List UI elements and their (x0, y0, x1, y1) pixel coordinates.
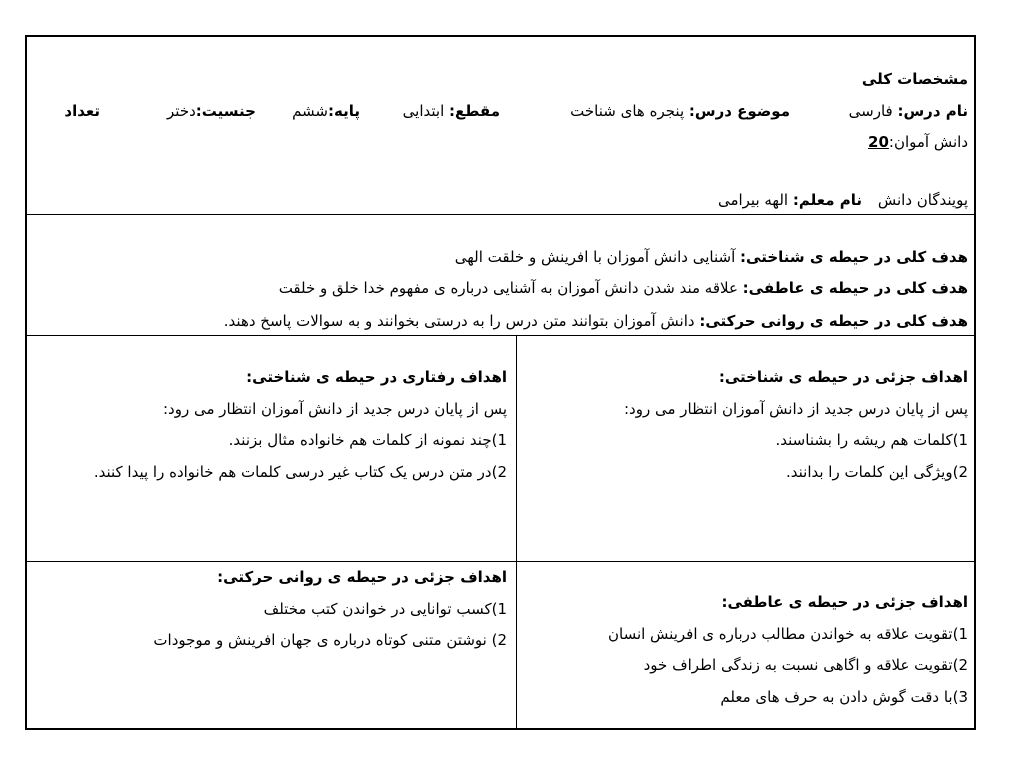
topic-field (570, 101, 790, 121)
cognitive-partial-title: اهداف جزئی در حیطه ی شناختی: (718, 368, 968, 386)
topic-label: موضوع درس: (688, 102, 790, 120)
goal-text: دانش آموزان بتوانند متن درس را به درستی بخوانند و به سوالات پاسخ دهند. (223, 312, 695, 330)
affective-partial-title: اهداف جزئی در حیطه ی عاطفی: (721, 593, 968, 611)
cognitive-behavioral-title: اهداف رفتاری در حیطه ی شناختی: (246, 368, 507, 386)
psychomotor-partial-line: 2) نوشتن متنی کوتاه درباره ی جهان افرینش و موجودات (153, 631, 507, 649)
lesson-label: نام درس: (897, 102, 968, 120)
teacher-value: الهه بیرامی (717, 191, 789, 209)
level-field (403, 101, 500, 121)
cognitive-behavioral-line: 2)در متن درس یک کتاب غیر درسی کلمات هم خانواده را پیدا کنند. (93, 463, 507, 481)
affective-partial-line: 2)تقویت علاقه و اگاهی نسبت به زندگی اطراف خود (643, 656, 968, 674)
goal-text: علاقه مند شدن دانش آموزان به آشنایی درباره ی مفهوم خدا خلق و خلقت (278, 279, 738, 297)
topic-value: پنجره های شناخت (570, 102, 685, 120)
grade-value: ششم (292, 102, 328, 120)
grid-horizontal-divider (27, 561, 974, 562)
general-title: مشخصات کلی (861, 70, 968, 88)
overall-goal-psychomotor (224, 311, 968, 331)
cognitive-partial-line: 2)ویژگی این کلمات را بدانند. (785, 463, 968, 481)
cognitive-partial-line: 1)کلمات هم ریشه را بشناسند. (775, 431, 968, 449)
overall-goal-cognitive (455, 247, 968, 267)
cognitive-behavioral-line: 1)چند نمونه از کلمات هم خانواده مثال بزنند. (228, 431, 507, 449)
affective-partial-line: 3)با دقت گوش دادن به حرف های معلم (720, 688, 968, 706)
overall-goal-affective (279, 278, 968, 298)
teacher-field (718, 190, 862, 210)
grade-field (292, 101, 360, 121)
students-label: دانش آموان: (888, 133, 968, 151)
cognitive-partial-line: پس از پایان درس جدید از دانش آموزان انتظار می رود: (623, 400, 968, 418)
lesson-field (849, 101, 968, 121)
divider-goals (27, 335, 974, 336)
gender-label: جنسیت: (195, 102, 256, 120)
goal-label: هدف کلی در حیطه ی شناختی: (740, 248, 968, 266)
level-label: مقطع: (449, 102, 500, 120)
goal-text: آشنایی دانش آموزان با افرینش و خلقت الهی (454, 248, 736, 266)
psychomotor-partial-line: 1)کسب توانایی در خواندن کتب مختلف (263, 600, 507, 618)
school-name: پویندگان دانش (877, 191, 968, 209)
grade-label: پایه: (328, 102, 360, 120)
goal-label: هدف کلی در حیطه ی عاطفی: (742, 279, 968, 297)
lesson-value: فارسی (848, 102, 893, 120)
gender-value: دختر (167, 102, 196, 120)
students-field (868, 132, 968, 152)
divider-general (27, 214, 974, 215)
count-label: تعداد (64, 102, 100, 120)
cognitive-behavioral-line: پس از پایان درس جدید از دانش آموزان انتظار می رود: (162, 400, 507, 418)
students-count: 20 (868, 133, 889, 151)
affective-partial-line: 1)تقویت علاقه به خواندن مطالب درباره ی افرینش انسان (607, 625, 968, 643)
teacher-label: نام معلم: (792, 191, 862, 209)
goal-label: هدف کلی در حیطه ی روانی حرکتی: (699, 312, 968, 330)
lesson-plan-table (25, 35, 976, 730)
psychomotor-partial-title: اهداف جزئی در حیطه ی روانی حرکتی: (217, 568, 507, 586)
grid-vertical-divider (516, 335, 517, 730)
gender-field (167, 101, 256, 121)
level-value: ابتدایی (402, 102, 445, 120)
